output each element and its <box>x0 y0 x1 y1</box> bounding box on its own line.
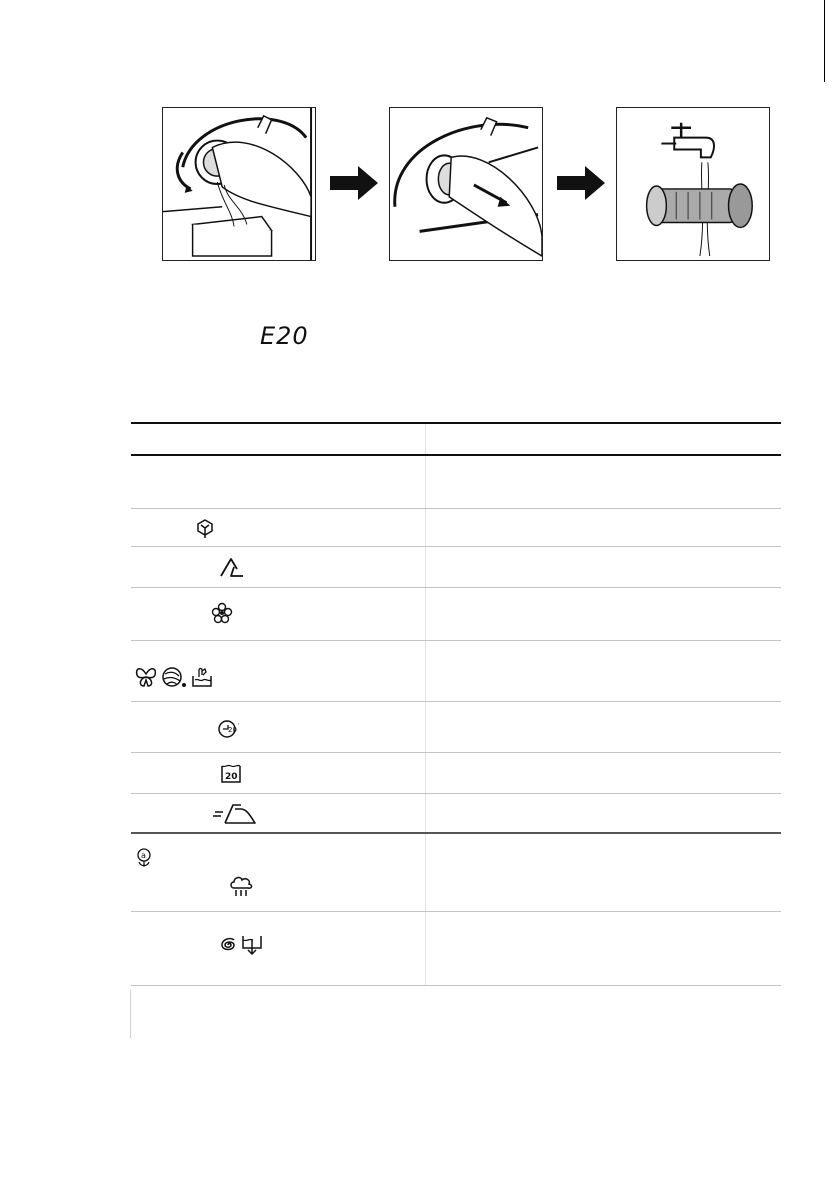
table-row <box>131 547 781 588</box>
column-divider <box>425 702 426 752</box>
figure-unscrew-filter <box>162 107 316 261</box>
wash-20-degree-icon <box>220 762 242 784</box>
synthetics-icon <box>219 556 245 578</box>
filter-drain-step-2-illustration <box>390 108 542 260</box>
column-divider <box>425 794 426 832</box>
row-icons <box>211 602 233 624</box>
quick-20-min-icon <box>218 719 242 739</box>
delicates-flower-icon <box>211 602 233 624</box>
eco-a-icon <box>135 848 153 868</box>
column-divider <box>425 456 426 508</box>
drain-icon <box>241 934 263 956</box>
row-icons <box>220 762 242 784</box>
svg-text:a: a <box>141 851 146 860</box>
row-icons <box>219 934 263 956</box>
table-row <box>131 588 781 641</box>
table-row <box>131 912 781 986</box>
column-divider <box>425 834 426 911</box>
cotton-eco-icon <box>195 518 215 538</box>
column-divider <box>425 641 426 701</box>
silk-icon <box>135 666 157 688</box>
spin-icon <box>219 935 237 955</box>
arrow-right-icon <box>555 164 607 202</box>
wool-icon <box>161 666 187 688</box>
figure-rinse-filter <box>616 107 770 261</box>
row-icons <box>229 874 253 898</box>
margin-line <box>130 990 131 1038</box>
column-divider <box>425 547 426 587</box>
row-icons <box>135 848 153 868</box>
programme-table <box>131 422 781 986</box>
row-icons <box>218 719 242 739</box>
table-row <box>131 509 781 547</box>
svg-text:20: 20 <box>228 726 237 734</box>
row-icons <box>219 556 245 578</box>
column-divider <box>425 424 426 454</box>
table-row <box>131 753 781 794</box>
table-row <box>131 456 781 509</box>
column-divider <box>425 912 426 985</box>
row-icons <box>135 666 213 688</box>
svg-text:': ' <box>238 723 240 729</box>
filter-drain-step-1-illustration <box>163 108 315 260</box>
table-header-row <box>131 422 781 456</box>
column-divider <box>425 753 426 793</box>
row-icons <box>213 803 257 825</box>
column-divider <box>425 588 426 640</box>
arrow-right-icon <box>328 164 380 202</box>
page-edge-line <box>824 0 825 82</box>
filter-rinse-tap-illustration <box>617 108 769 260</box>
row-icons <box>195 518 215 538</box>
column-divider <box>425 509 426 546</box>
easy-iron-icon <box>213 803 257 825</box>
table-row <box>131 794 781 834</box>
svg-text:20: 20 <box>225 772 238 782</box>
table-row <box>131 834 781 912</box>
error-code-display: E20 <box>260 322 309 350</box>
hand-wash-icon <box>191 666 213 688</box>
table-row <box>131 641 781 702</box>
table-row <box>131 702 781 753</box>
figure-remove-filter <box>389 107 543 261</box>
steam-cloud-icon <box>229 874 253 898</box>
